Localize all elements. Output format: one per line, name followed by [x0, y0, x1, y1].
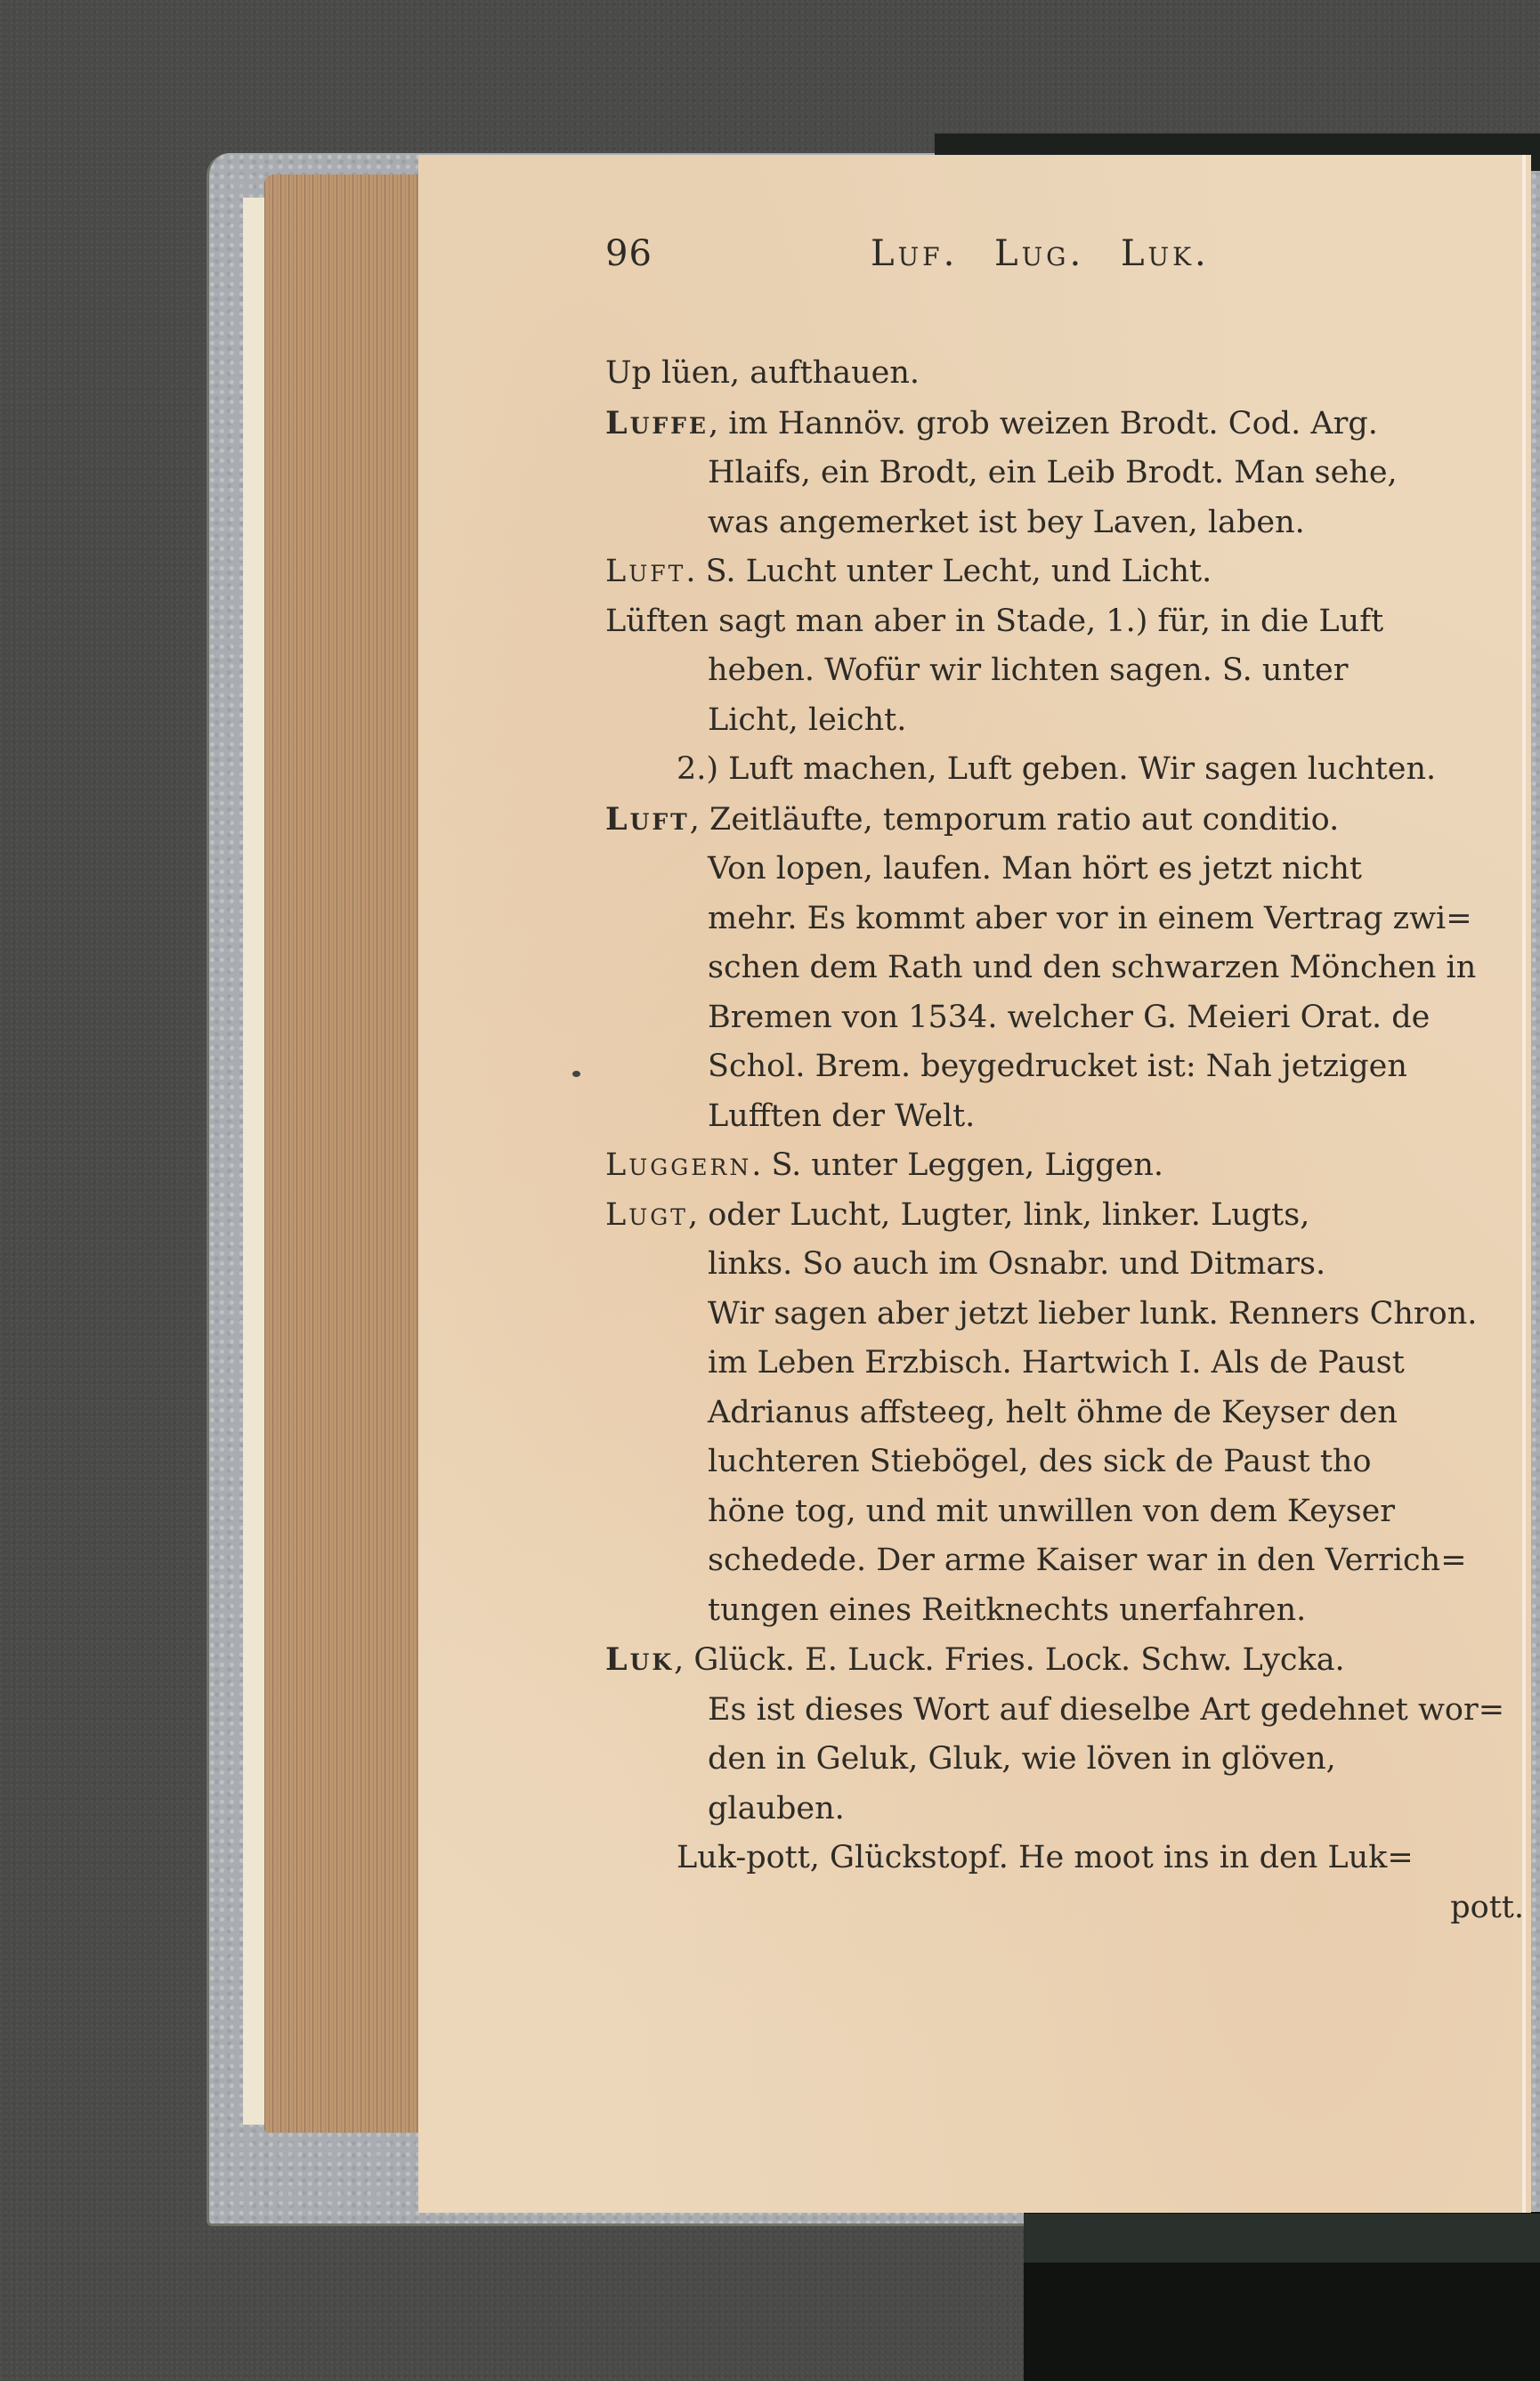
text-line — [605, 993, 1531, 1043]
line-text: glauben. — [708, 1790, 845, 1826]
entry-luk-pott — [605, 1834, 1531, 1883]
headword: Lugt — [605, 1196, 688, 1233]
line-text: mehr. Es kommt aber vor in einem Vertrag zwi= — [708, 900, 1472, 936]
line-text: was angemerket ist bey Laven, laben. — [708, 504, 1305, 540]
text-line — [605, 1092, 1531, 1142]
entry-luk — [605, 1635, 1531, 1686]
text-line — [605, 845, 1531, 895]
text-line — [605, 1686, 1531, 1736]
line-text: schen dem Rath und den schwarzen Mönchen in — [708, 950, 1477, 985]
headword: Luft — [605, 554, 686, 589]
text-line — [605, 1487, 1531, 1537]
bottom-dark-strip — [1024, 2214, 1540, 2263]
text-line — [605, 1735, 1531, 1785]
page-stack-edge — [264, 174, 425, 2133]
line-text: Lufften der Welt. — [708, 1097, 976, 1134]
line-text: höne tog, und mit unwillen von dem Keyser — [708, 1493, 1396, 1529]
running-head — [605, 233, 1531, 287]
entry-luggern — [605, 1141, 1531, 1191]
line-text: 2.) Luft machen, Luft geben. Wir sagen luchten. — [677, 751, 1437, 787]
headword: Luft — [605, 800, 690, 838]
line-text: , oder Lucht, Lugter, link, linker. Lugts, — [687, 1196, 1310, 1233]
text-line — [605, 895, 1531, 944]
line-text: schedede. Der arme Kaiser war in den Verrich= — [708, 1543, 1467, 1578]
line-text: Wir sagen aber jetzt lieber lunk. Renners Chron. — [708, 1295, 1478, 1332]
line-text: . S. unter Leggen, Liggen. — [751, 1147, 1164, 1183]
text-line — [605, 449, 1531, 498]
line-text: Adrianus affsteeg, helt öhme de Keyser den — [708, 1394, 1398, 1430]
text-line — [605, 1438, 1531, 1487]
text-line — [605, 1785, 1531, 1834]
text-line — [605, 1536, 1531, 1586]
line-text: Licht, leicht. — [708, 701, 907, 738]
line-text: Up lüen, aufthauen. — [605, 355, 920, 391]
text-line — [605, 1240, 1531, 1290]
line-text: , Glück. E. Luck. Fries. Lock. Schw. Lycka. — [674, 1642, 1345, 1678]
line-text: . S. Lucht unter Lecht, und Licht. — [685, 554, 1212, 589]
headword: Luffe — [605, 404, 709, 441]
entry-luffe — [605, 399, 1531, 449]
text-line — [605, 1883, 1531, 1933]
line-text: Es ist dieses Wort auf dieselbe Art gedehnet wor= — [708, 1691, 1505, 1728]
line-text: links. So auch im Osnabr. und Ditmars. — [708, 1246, 1326, 1282]
text-line — [605, 1389, 1531, 1438]
entry-lugt — [605, 1191, 1531, 1241]
headword: Luk — [605, 1641, 675, 1678]
line-text: im Leben Erzbisch. Hartwich I. Als de Paust — [708, 1345, 1405, 1381]
text-line — [605, 1290, 1531, 1340]
line-text: , Zeitläufte, temporum ratio aut conditio. — [689, 801, 1340, 838]
ink-spot — [572, 1071, 580, 1077]
headword: Luggern — [605, 1147, 752, 1183]
text-line — [605, 745, 1531, 795]
line-text: Hlaifs, ein Brodt, ein Leib Brodt. Man sehe, — [708, 455, 1398, 490]
line-text: den in Geluk, Gluk, wie löven in glöven, — [708, 1741, 1336, 1777]
dictionary-entries — [605, 349, 1531, 1932]
line-text: tungen eines Reitknechts unerfahren. — [708, 1591, 1307, 1628]
text-line — [605, 1586, 1531, 1636]
entry-luft-2 — [605, 795, 1531, 846]
line-text: pott. — [1450, 1889, 1524, 1925]
text-line — [605, 1339, 1531, 1389]
line-text: , im Hannöv. grob weizen Brodt. Cod. Arg. — [708, 405, 1378, 441]
line-text: luchteren Stiebögel, des sick de Paust tho — [708, 1444, 1372, 1479]
text-block — [605, 233, 1531, 1932]
text-line — [605, 498, 1531, 548]
text-line — [605, 1042, 1531, 1092]
line-text: Bremen von 1534. welcher G. Meieri Orat. de — [708, 999, 1431, 1035]
text-line — [605, 349, 1531, 399]
text-line — [605, 597, 1531, 647]
line-text: heben. Wofür wir lichten sagen. S. unter — [708, 652, 1349, 688]
page-number: 96 — [605, 233, 652, 274]
line-text: Lüften sagt man aber in Stade, 1.) für, in die Luft — [605, 603, 1384, 639]
running-head-title: Luf. Lug. Luk. — [871, 233, 1210, 274]
text-line — [605, 646, 1531, 696]
entry-luft-1 — [605, 547, 1531, 597]
line-text: Von lopen, laufen. Man hört es jetzt nicht — [708, 851, 1362, 887]
text-line — [605, 696, 1531, 746]
line-text: Schol. Brem. beygedrucket ist: Nah jetzigen — [708, 1049, 1407, 1084]
line-text: Luk-pott, Glückstopf. He moot ins in den Luk= — [677, 1840, 1414, 1875]
text-line — [605, 943, 1531, 993]
